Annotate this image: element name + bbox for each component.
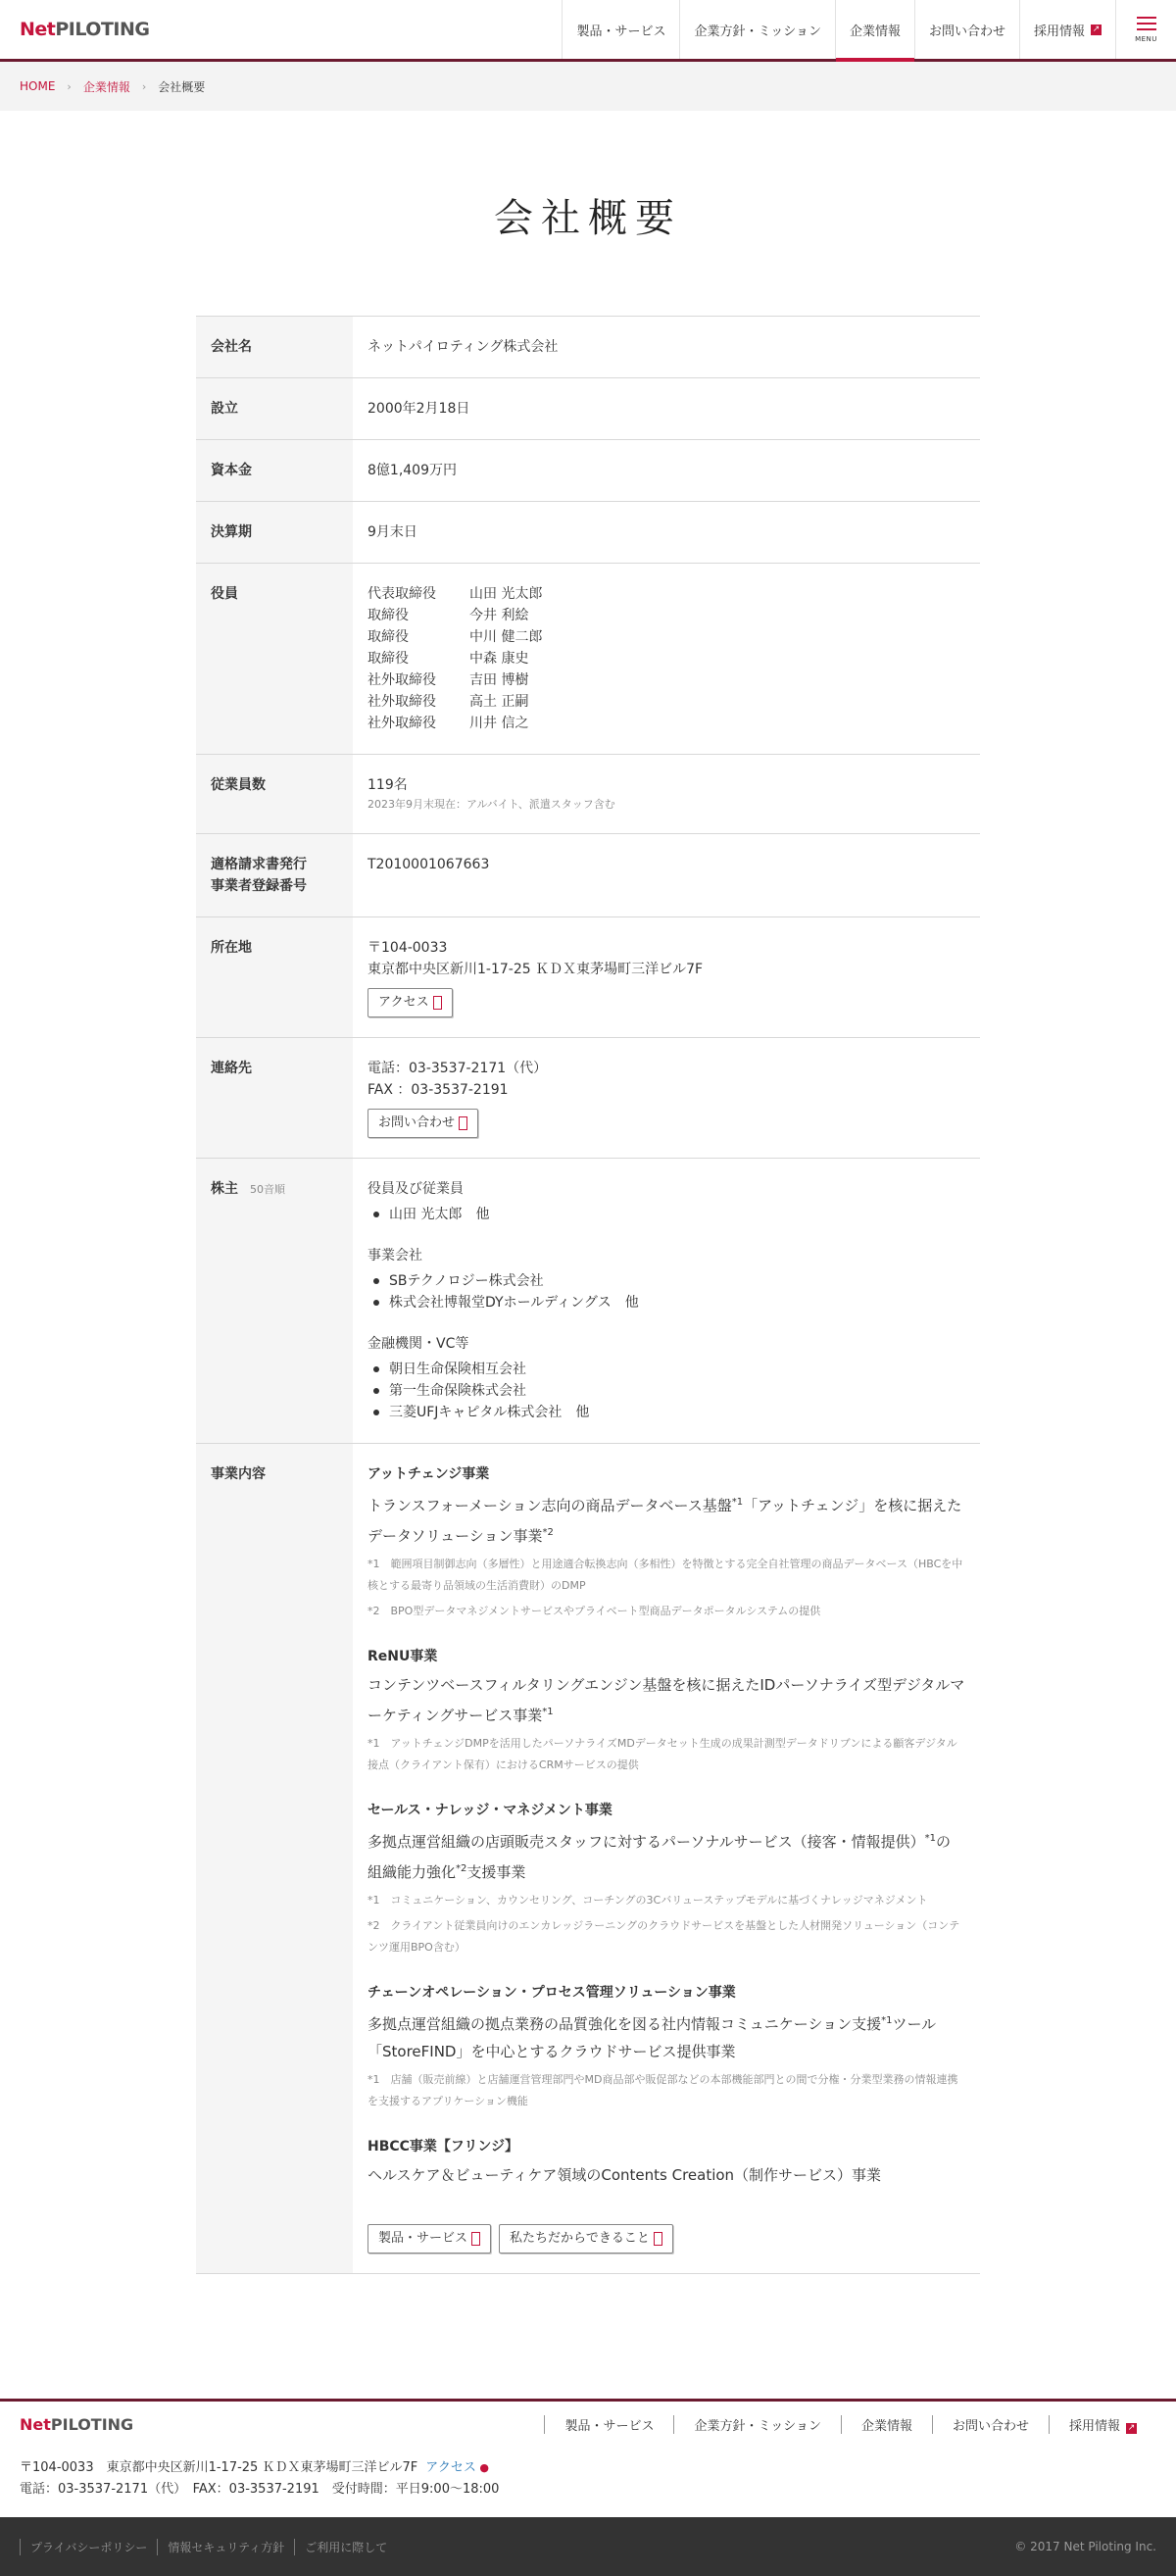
arrow-box-icon <box>433 996 442 1010</box>
products-button-label: 製品・サービス <box>378 2231 468 2246</box>
main-nav <box>562 0 1176 59</box>
external-link-icon: ↗ <box>1092 24 1101 34</box>
invoice-label-line: 事業者登録番号 <box>211 878 307 894</box>
footer-access-link[interactable] <box>425 2460 489 2475</box>
shareholders-cell <box>353 1159 980 1443</box>
officer-row <box>368 605 965 626</box>
desc-part: 「アットチェンジ」を核に据えたデータソリューション事業 <box>368 1497 962 1545</box>
footer-top <box>20 2415 1156 2434</box>
officer-row <box>368 669 965 691</box>
nav-products[interactable]: 製品・サービス <box>562 0 679 59</box>
row-fiscal <box>196 502 980 564</box>
shareholders-sub: 50音順 <box>250 1183 285 1196</box>
contact-cell <box>353 1038 980 1158</box>
shareholders-label: 株主 <box>211 1181 238 1197</box>
nav-contact[interactable]: お問い合わせ <box>914 0 1019 59</box>
officer-row <box>368 626 965 648</box>
row-label: 事業内容 <box>196 1444 353 2273</box>
menu-button[interactable] <box>1115 0 1176 59</box>
chevron-right-icon: › <box>141 79 147 93</box>
business-name: ReNU事業 <box>368 1649 438 1664</box>
access-button[interactable] <box>368 988 453 1017</box>
list-item: SBテクノロジー株式会社 <box>368 1270 965 1292</box>
business-item <box>368 1463 965 1622</box>
footnote-mark: *1 <box>881 2015 893 2026</box>
breadcrumb <box>0 62 1176 111</box>
site-header <box>0 0 1176 62</box>
address-text: 東京都中央区新川1-17-25 ＫＤＸ東茅場町三洋ビル7F <box>368 962 704 977</box>
shareholder-group-title: 役員及び従業員 <box>368 1181 464 1197</box>
officer-name: 吉田 博樹 <box>469 672 529 688</box>
breadcrumb-home[interactable]: HOME <box>20 79 56 93</box>
desc-part: トランスフォーメーション志向の商品データベース基盤 <box>368 1497 732 1514</box>
breadcrumb-current: 会社概要 <box>158 79 206 94</box>
footer-nav <box>544 2415 1156 2434</box>
chevron-right-icon: › <box>67 79 72 93</box>
business-item <box>368 1982 965 2112</box>
officer-row <box>368 583 965 605</box>
row-capital <box>196 440 980 502</box>
footer-logo[interactable]: NetPILOTING <box>20 2415 134 2434</box>
shareholder-group <box>368 1178 965 1225</box>
arrow-box-icon <box>654 2232 662 2246</box>
footer-contact: 電話：03-3537-2171（代） FAX：03-3537-2191 受付時間：平日9:00〜18:00 <box>20 2482 500 2497</box>
footer-nav-recruit[interactable] <box>1049 2415 1156 2434</box>
row-label: 資本金 <box>196 440 353 501</box>
shareholder-group-title: 金融機関・VC等 <box>368 1336 469 1352</box>
fax-number: FAX ：03-3537-2191 <box>368 1082 509 1098</box>
company-profile-table <box>196 316 980 2274</box>
business-note: *1 店舗（販売前線）と店舗運営管理部門やMD商品部や販促部などの本部機能部門との間で分権・分業型業務の情報連携を支援するアプリケーション機能 <box>368 2073 958 2107</box>
business-item <box>368 2136 965 2189</box>
privacy-policy-link[interactable]: プライバシーポリシー <box>20 2539 157 2555</box>
arrow-box-icon <box>471 2232 480 2246</box>
fiscal-value: 9月末日 <box>368 524 417 540</box>
business-buttons <box>368 2216 965 2254</box>
row-officers <box>196 564 980 755</box>
business-note: *2 BPO型データマネジメントサービスやプライベート型商品データポータルシステムの提供 <box>368 1605 821 1617</box>
officer-name: 中森 康史 <box>469 651 529 667</box>
row-label <box>196 1159 353 1443</box>
officer-name: 山田 光太郎 <box>469 586 543 602</box>
hamburger-icon <box>1137 17 1156 30</box>
officer-role: 取締役 <box>368 608 409 623</box>
officer-row <box>368 648 965 669</box>
footer-nav-policy[interactable]: 企業方針・ミッション <box>673 2415 840 2434</box>
nav-recruit[interactable] <box>1019 0 1115 59</box>
footer-bottom <box>0 2517 1176 2576</box>
business-desc <box>368 1825 965 1886</box>
map-pin-icon: ● <box>475 2461 489 2474</box>
employees-count: 119名 <box>368 777 408 793</box>
terms-link[interactable]: ご利用に際して <box>294 2539 397 2555</box>
shareholder-group <box>368 1333 965 1423</box>
products-button[interactable] <box>368 2224 491 2254</box>
desc-part: コンテンツベースフィルタリングエンジン基盤を核に据えたIDパーソナライズ型デジタルマーケティングサービス事業 <box>368 1676 965 1724</box>
officer-role: 社外取締役 <box>368 672 436 688</box>
copyright: © 2017 Net Piloting Inc. <box>1014 2540 1156 2553</box>
footer-access-label: アクセス <box>425 2460 476 2475</box>
nav-company[interactable]: 企業情報 <box>835 0 914 59</box>
invoice-label-line: 適格請求書発行 <box>211 857 307 872</box>
officer-name: 中川 健二郎 <box>469 629 543 645</box>
row-address <box>196 917 980 1038</box>
business-name: セールス・ナレッジ・マネジメント事業 <box>368 1803 612 1818</box>
business-name: アットチェンジ事業 <box>368 1466 490 1482</box>
contact-button[interactable] <box>368 1109 478 1138</box>
breadcrumb-company[interactable]: 企業情報 <box>82 79 130 94</box>
footnote-mark: *2 <box>456 1863 467 1874</box>
business-note: *1 アットチェンジDMPを活用したパーソナライズMDデータセット生成の成果計測型データドリブンによる顧客デジタル接点（クライアント保有）におけるCRMサービスの提供 <box>368 1737 957 1771</box>
desc-part: ヘルスケア＆ビューティケア領域のContents Creation（制作サービス）事業 <box>368 2166 882 2184</box>
row-label: 決算期 <box>196 502 353 563</box>
contact-button-label: お問い合わせ <box>378 1115 456 1130</box>
officer-name: 川井 信之 <box>469 716 529 731</box>
business-name: HBCC事業【フリンジ】 <box>368 2139 519 2155</box>
officer-role: 取締役 <box>368 629 409 645</box>
desc-part: ツール「StoreFIND」を中心とするクラウドサービス提供事業 <box>368 2015 937 2060</box>
nav-recruit-label: 採用情報 <box>1033 24 1085 39</box>
business-desc <box>368 2007 965 2065</box>
shareholder-group <box>368 1245 965 1313</box>
officer-role: 社外取締役 <box>368 716 436 731</box>
row-invoice <box>196 834 980 917</box>
footnote-mark: *1 <box>731 1497 744 1508</box>
desc-part: の組織能力強化 <box>368 1833 952 1881</box>
row-label: 連絡先 <box>196 1038 353 1158</box>
business-item <box>368 1646 965 1776</box>
footer-nav-recruit-label: 採用情報 <box>1068 2419 1120 2434</box>
access-button-label: アクセス <box>378 995 429 1010</box>
footer-nav-contact[interactable]: お問い合わせ <box>932 2415 1049 2434</box>
footer-address-line <box>20 2457 1156 2479</box>
row-label: 役員 <box>196 564 353 754</box>
external-link-icon: ↗ <box>1127 2423 1136 2433</box>
row-label: 会社名 <box>196 317 353 377</box>
phone-number: 電話：03-3537-2171（代） <box>368 1061 548 1076</box>
postal-code: 〒104-0033 <box>368 940 448 956</box>
desc-part: 多拠点運営組織の店頭販売スタッフに対するパーソナルサービス（接客・情報提供） <box>368 1833 925 1851</box>
row-label: 従業員数 <box>196 755 353 833</box>
footnote-mark: *1 <box>924 1833 937 1844</box>
footer-nav-company[interactable]: 企業情報 <box>841 2415 932 2434</box>
row-label: 所在地 <box>196 917 353 1037</box>
list-item: 第一生命保険株式会社 <box>368 1380 965 1402</box>
business-cell <box>353 1444 980 2273</box>
business-item <box>368 1800 965 1958</box>
employees-note: 2023年9月末現在：アルバイト、派遣スタッフ含む <box>368 798 615 811</box>
row-label <box>196 834 353 916</box>
officer-role: 社外取締役 <box>368 694 436 710</box>
list-item: 株式会社博報堂DYホールディングス 他 <box>368 1292 965 1313</box>
site-logo[interactable]: NetPILOTING <box>20 19 150 40</box>
officer-row <box>368 713 965 734</box>
list-item: 三菱UFJキャピタル株式会社 他 <box>368 1402 965 1423</box>
page-title: 会社概要 <box>494 196 682 241</box>
footer-main <box>0 2399 1176 2517</box>
footnote-mark: *2 <box>542 1527 554 1538</box>
site-footer <box>0 2399 1176 2576</box>
business-note: *2 クライアント従業員向けのエンカレッジラーニングのクラウドサービスを基盤とした人材開発ソリューション（コンテンツ運用BPO含む） <box>368 1919 960 1954</box>
footer-address <box>20 2457 1156 2501</box>
officers-list <box>353 564 980 754</box>
established-date: 2000年2月18日 <box>368 401 470 417</box>
shareholder-group-title: 事業会社 <box>368 1248 422 1263</box>
footer-links <box>20 2539 397 2555</box>
business-name: チェーンオペレーション・プロセス管理ソリューション事業 <box>368 1985 736 2001</box>
cando-button[interactable] <box>499 2224 673 2254</box>
row-company <box>196 317 980 378</box>
cando-button-label: 私たちだからできること <box>510 2231 650 2246</box>
footer-address-text: 〒104-0033 東京都中央区新川1-17-25 ＫＤＸ東茅場町三洋ビル7F <box>20 2460 418 2475</box>
business-note: *1 範囲項目制御志向（多層性）と用途適合転換志向（多相性）を特徴とする完全自社管理の商品データベース（HBCを中核とする最寄り品領域の生活消費財）のDMP <box>368 1558 963 1592</box>
list-item: 山田 光太郎 他 <box>368 1204 965 1225</box>
desc-part: 多拠点運営組織の拠点業務の品質強化を図る社内情報コミュニケーション支援 <box>368 2015 882 2033</box>
list-item: 朝日生命保険相互会社 <box>368 1359 965 1380</box>
officer-role: 代表取締役 <box>368 586 436 602</box>
row-label: 設立 <box>196 378 353 439</box>
employees-cell <box>353 755 980 833</box>
business-desc <box>368 1671 965 1729</box>
nav-policy[interactable]: 企業方針・ミッション <box>679 0 834 59</box>
business-desc <box>368 2161 965 2189</box>
officer-name: 高土 正嗣 <box>469 694 529 710</box>
officer-role: 取締役 <box>368 651 409 667</box>
menu-label: MENU <box>1135 34 1157 43</box>
security-policy-link[interactable]: 情報セキュリティ方針 <box>157 2539 294 2555</box>
address-cell <box>353 917 980 1037</box>
capital-value: 8億1,409万円 <box>368 463 457 478</box>
row-employees <box>196 755 980 834</box>
footnote-mark: *1 <box>542 1707 554 1717</box>
footer-nav-products[interactable]: 製品・サービス <box>544 2415 673 2434</box>
arrow-box-icon <box>459 1116 467 1130</box>
row-established <box>196 378 980 440</box>
row-contact <box>196 1038 980 1159</box>
business-note: *1 コミュニケーション、カウンセリング、コーチングの3Cバリューステップモデルに基づくナレッジマネジメント <box>368 1894 928 1907</box>
business-desc <box>368 1489 965 1550</box>
desc-part: 支援事業 <box>466 1863 526 1881</box>
invoice-number: T2010001067663 <box>368 857 490 872</box>
officer-name: 今井 利絵 <box>469 608 529 623</box>
company-name: ネットパイロティング株式会社 <box>368 339 559 355</box>
row-shareholders <box>196 1159 980 1444</box>
row-business <box>196 1444 980 2274</box>
officer-row <box>368 691 965 713</box>
